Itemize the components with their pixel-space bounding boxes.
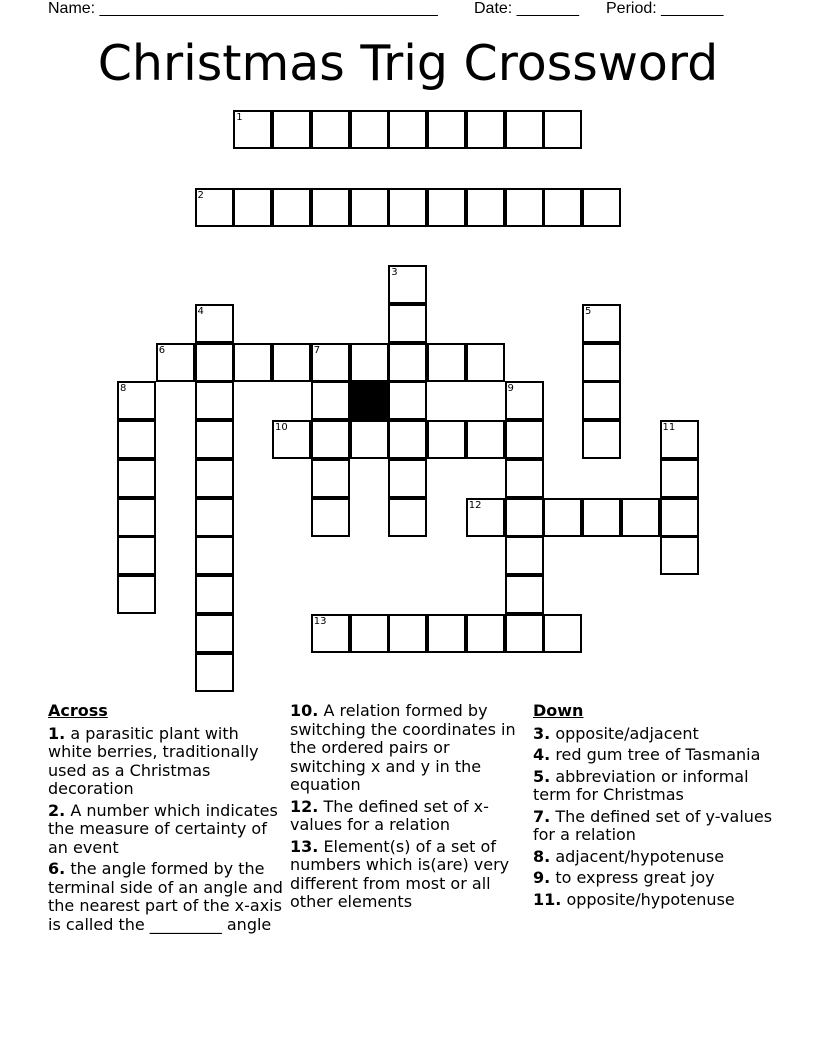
grid-cell[interactable] [388,420,427,459]
grid-cell[interactable] [621,498,660,537]
clue-item-text: The defined set of x-values for a relation [290,796,489,834]
grid-cell[interactable] [311,498,350,537]
clue-item-number: 1. [48,723,66,743]
clue-item [48,725,284,799]
clue-number: 7 [313,344,321,356]
grid-cell[interactable] [311,110,350,149]
grid-cell[interactable] [505,536,544,575]
down-clue-list [533,725,773,910]
clue-item-text: Element(s) of a set of numbers which is(are) very different from most or all other elements [290,836,510,911]
grid-cell[interactable] [427,420,466,459]
grid-cell[interactable] [350,110,389,149]
grid-cell[interactable] [233,110,272,149]
grid-cell[interactable] [388,343,427,382]
grid-cell[interactable] [543,614,582,653]
grid-cell[interactable] [350,614,389,653]
clue-item [533,869,773,888]
grid-cell[interactable] [311,614,350,653]
grid-cell[interactable] [117,498,156,537]
period-field[interactable]: Period: _______ [606,0,724,17]
grid-cell[interactable] [272,343,311,382]
grid-cell[interactable] [156,343,195,382]
grid-cell[interactable] [388,265,427,304]
clue-item-text: a parasitic plant with white berries, traditionally used as a Christmas decoration [48,723,259,798]
clue-item-number: 6. [48,859,66,878]
grid-cell[interactable] [543,110,582,149]
grid-cell[interactable] [582,188,621,227]
clue-item [533,848,773,867]
grid-cell[interactable] [660,498,699,537]
grid-cell[interactable] [311,420,350,459]
clue-item-number: 3. [533,723,551,743]
grid-cell[interactable] [466,498,505,537]
clue-item-text: abbreviation or informal term for Christmas [533,766,749,804]
across-clue-list-continued [290,702,526,912]
across-clues-continued [290,702,526,915]
clue-number: 12 [468,499,482,511]
grid-cell[interactable] [505,110,544,149]
grid-cell[interactable] [272,188,311,227]
clue-item-text: opposite/adjacent [555,723,699,743]
grid-cell[interactable] [466,420,505,459]
clue-item-number: 11. [533,889,562,909]
clue-item-text: to express great joy [555,868,715,887]
grid-cell[interactable] [466,188,505,227]
grid-cell[interactable] [505,420,544,459]
grid-cell[interactable] [233,343,272,382]
grid-cell[interactable] [388,304,427,343]
clue-item-text: The defined set of y-values for a relation [533,806,773,844]
clue-item-text: adjacent/hypotenuse [555,846,725,866]
grid-cell[interactable] [388,498,427,537]
clue-item [48,860,284,934]
clue-item [533,768,773,805]
grid-cell[interactable] [427,614,466,653]
grid-cell[interactable] [350,343,389,382]
clue-item [533,808,773,845]
page-title: Christmas Trig Crossword [97,35,719,92]
grid-cell[interactable] [233,188,272,227]
grid-cell[interactable] [582,498,621,537]
across-heading: Across [48,701,108,720]
across-clue-list [48,725,284,935]
grid-cell[interactable] [311,188,350,227]
clue-item-text: A relation formed by switching the coordinates in the ordered pairs or switching x and y in the equation [290,701,516,794]
grid-cell[interactable] [466,614,505,653]
grid-cell[interactable] [582,343,621,382]
down-clues-column [533,702,773,912]
name-field[interactable]: Name: ______________________________________ [48,0,438,17]
clue-item [533,725,773,744]
grid-cell[interactable] [195,420,234,459]
grid-cell[interactable] [505,459,544,498]
clue-number: 6 [158,344,166,356]
clue-item [533,891,773,910]
clue-number: 13 [313,615,327,627]
clue-item-number: 2. [48,800,66,820]
grid-cell[interactable] [311,381,350,420]
grid-cell[interactable] [195,498,234,537]
grid-cell[interactable] [195,614,234,653]
grid-cell[interactable] [388,459,427,498]
grid-cell[interactable] [272,110,311,149]
clue-number: 9 [507,383,514,395]
grid-cell[interactable] [117,536,156,575]
grid-cell[interactable] [505,188,544,227]
clue-item-text: the angle formed by the terminal side of an angle and the nearest part of the x-axis is called the _________ angle [48,859,283,934]
grid-cell[interactable] [117,575,156,614]
grid-cell[interactable] [195,575,234,614]
grid-cell[interactable] [582,304,621,343]
clue-item [290,838,526,912]
grid-cell[interactable] [543,498,582,537]
down-heading: Down [533,701,584,720]
clue-item-number: 10. [290,701,319,720]
clue-item-number: 8. [533,846,551,866]
grid-cell[interactable] [543,188,582,227]
clue-number: 3 [391,267,398,278]
grid-cell[interactable] [195,459,234,498]
grid-cell[interactable] [660,420,699,459]
clue-number: 4 [197,305,204,317]
grid-cell[interactable] [195,653,234,692]
grid-cell[interactable] [195,381,234,420]
grid-cell[interactable] [466,343,505,382]
grid-cell[interactable] [117,381,156,420]
grid-cell[interactable] [427,188,466,227]
grid-cell[interactable] [582,381,621,420]
clue-number: 2 [197,189,204,201]
across-clues-column [48,702,284,937]
grid-cell[interactable] [195,188,234,227]
clue-item-text: A number which indicates the measure of certainty of an event [48,800,278,857]
grid-cell[interactable] [195,343,234,382]
grid-cell[interactable] [388,110,427,149]
grid-cell[interactable] [272,420,311,459]
grid-cell[interactable] [427,343,466,382]
clue-number: 11 [662,422,676,433]
grid-cell[interactable] [117,459,156,498]
clue-item-text: opposite/hypotenuse [566,889,735,909]
clue-item-number: 7. [533,806,551,826]
grid-cell[interactable] [388,381,427,420]
grid-cell[interactable] [388,188,427,227]
clue-number: 8 [120,383,127,395]
clue-item-text: red gum tree of Tasmania [555,745,761,764]
black-cell [350,381,389,420]
grid-cell[interactable] [660,536,699,575]
clue-number: 1 [236,112,243,123]
grid-cell[interactable] [505,575,544,614]
grid-cell[interactable] [117,420,156,459]
clue-number: 10 [275,422,288,433]
grid-cell[interactable] [311,343,350,382]
grid-cell[interactable] [427,110,466,149]
clue-item-number: 4. [533,745,551,764]
grid-cell[interactable] [311,459,350,498]
grid-cell[interactable] [660,459,699,498]
clue-item-number: 5. [533,766,551,786]
clue-item [290,798,526,835]
grid-cell[interactable] [505,381,544,420]
grid-cell[interactable] [195,304,234,343]
grid-cell[interactable] [466,110,505,149]
clue-number: 5 [585,305,592,317]
grid-cell[interactable] [582,420,621,459]
grid-cell[interactable] [350,420,389,459]
grid-cell[interactable] [350,188,389,227]
grid-cell[interactable] [505,614,544,653]
clue-item-number: 12. [290,796,319,816]
grid-cell[interactable] [195,536,234,575]
date-field[interactable]: Date: _______ [474,0,579,17]
clue-item [290,702,526,795]
clue-item-number: 13. [290,836,319,856]
clue-item [533,746,773,765]
clue-item-number: 9. [533,868,551,887]
grid-cell[interactable] [505,498,544,537]
clue-item [48,802,284,858]
grid-cell[interactable] [388,614,427,653]
